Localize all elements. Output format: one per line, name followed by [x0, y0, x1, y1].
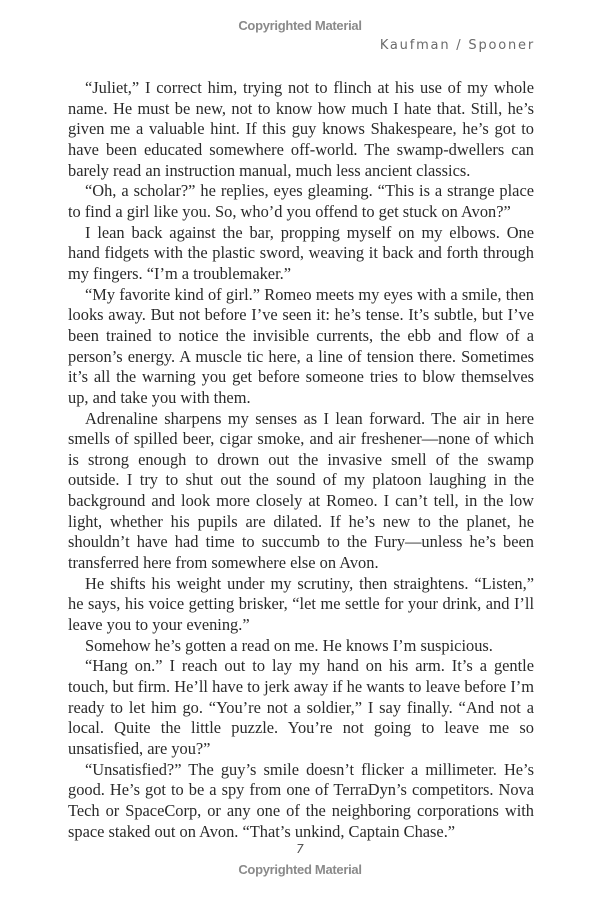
paragraph: “Unsatisfied?” The guy’s smile doesn’t flicker a millimeter. He’s good. He’s got to be a spy from one of TerraDyn’s competitors. Nova Tech or SpaceCorp, or any one of the neighboring corporations with space staked out on Avon. “That’s unkind, Captain Chase.” [68, 759, 534, 841]
page-body-text [68, 78, 534, 842]
paragraph: Adrenaline sharpens my senses as I lean forward. The air in here smells of spilled beer, cigar smoke, and air freshener—none of which is strong enough to drown out the invasive smell of the swamp outside. I try to shut out the sound of my platoon laughing in the background and look more closely at Romeo. I can’t tell, in the low light, whether his pupils are dilated. If he’s new to the planet, he shouldn’t have had time to succumb to the Fury—unless he’s been transferred here from somewhere else on Avon. [68, 408, 534, 573]
paragraph: I lean back against the bar, propping myself on my elbows. One hand fidgets with the plastic sword, weaving it back and forth through my fingers. “I’m a troublemaker.” [68, 222, 534, 283]
paragraph: “My favorite kind of girl.” Romeo meets my eyes with a smile, then looks away. But not before I’ve seen it: he’s tense. It’s subtle, but I’ve been trained to notice the invisible currents, the ebb and flow of a person’s energy. A muscle tic here, a line of tension there. Sometimes it’s all the warning you get before someone tries to blow themselves up, and take you with them. [68, 284, 534, 407]
paragraph: “Oh, a scholar?” he replies, eyes gleaming. “This is a strange place to find a girl like you. So, who’d you offend to get stuck on Avon?” [68, 181, 534, 221]
paragraph: He shifts his weight under my scrutiny, then straightens. “Listen,” he says, his voice getting brisker, “let me settle for your drink, and I’ll leave you to your evening.” [68, 573, 534, 635]
page-number: 7 [296, 842, 304, 856]
paragraph: Somehow he’s gotten a read on me. He knows I’m suspicious. [85, 635, 493, 655]
paragraph: “Juliet,” I correct him, trying not to flinch at his use of my whole name. He must be new, not to know how much I hate that. Still, he’s given me a valuable hint. If this guy knows Shakespeare, he’s got to have been educated somewhere off-world. The swamp-dwellers can barely read an instruction manual, much less ancient classics. [68, 78, 534, 180]
copyright-watermark-bottom: Copyrighted Material [238, 862, 362, 877]
copyright-watermark-top: Copyrighted Material [238, 18, 362, 33]
running-header-authors: Kaufman / Spooner [379, 38, 535, 53]
paragraph: “Hang on.” I reach out to lay my hand on his arm. It’s a gentle touch, but firm. He’ll have to jerk away if he wants to leave before I’m ready to let him go. “You’re not a soldier,” I say finally. “And not a local. Quite the little puzzle. You’re not going to leave me so unsatisfied, are you?” [68, 656, 534, 758]
